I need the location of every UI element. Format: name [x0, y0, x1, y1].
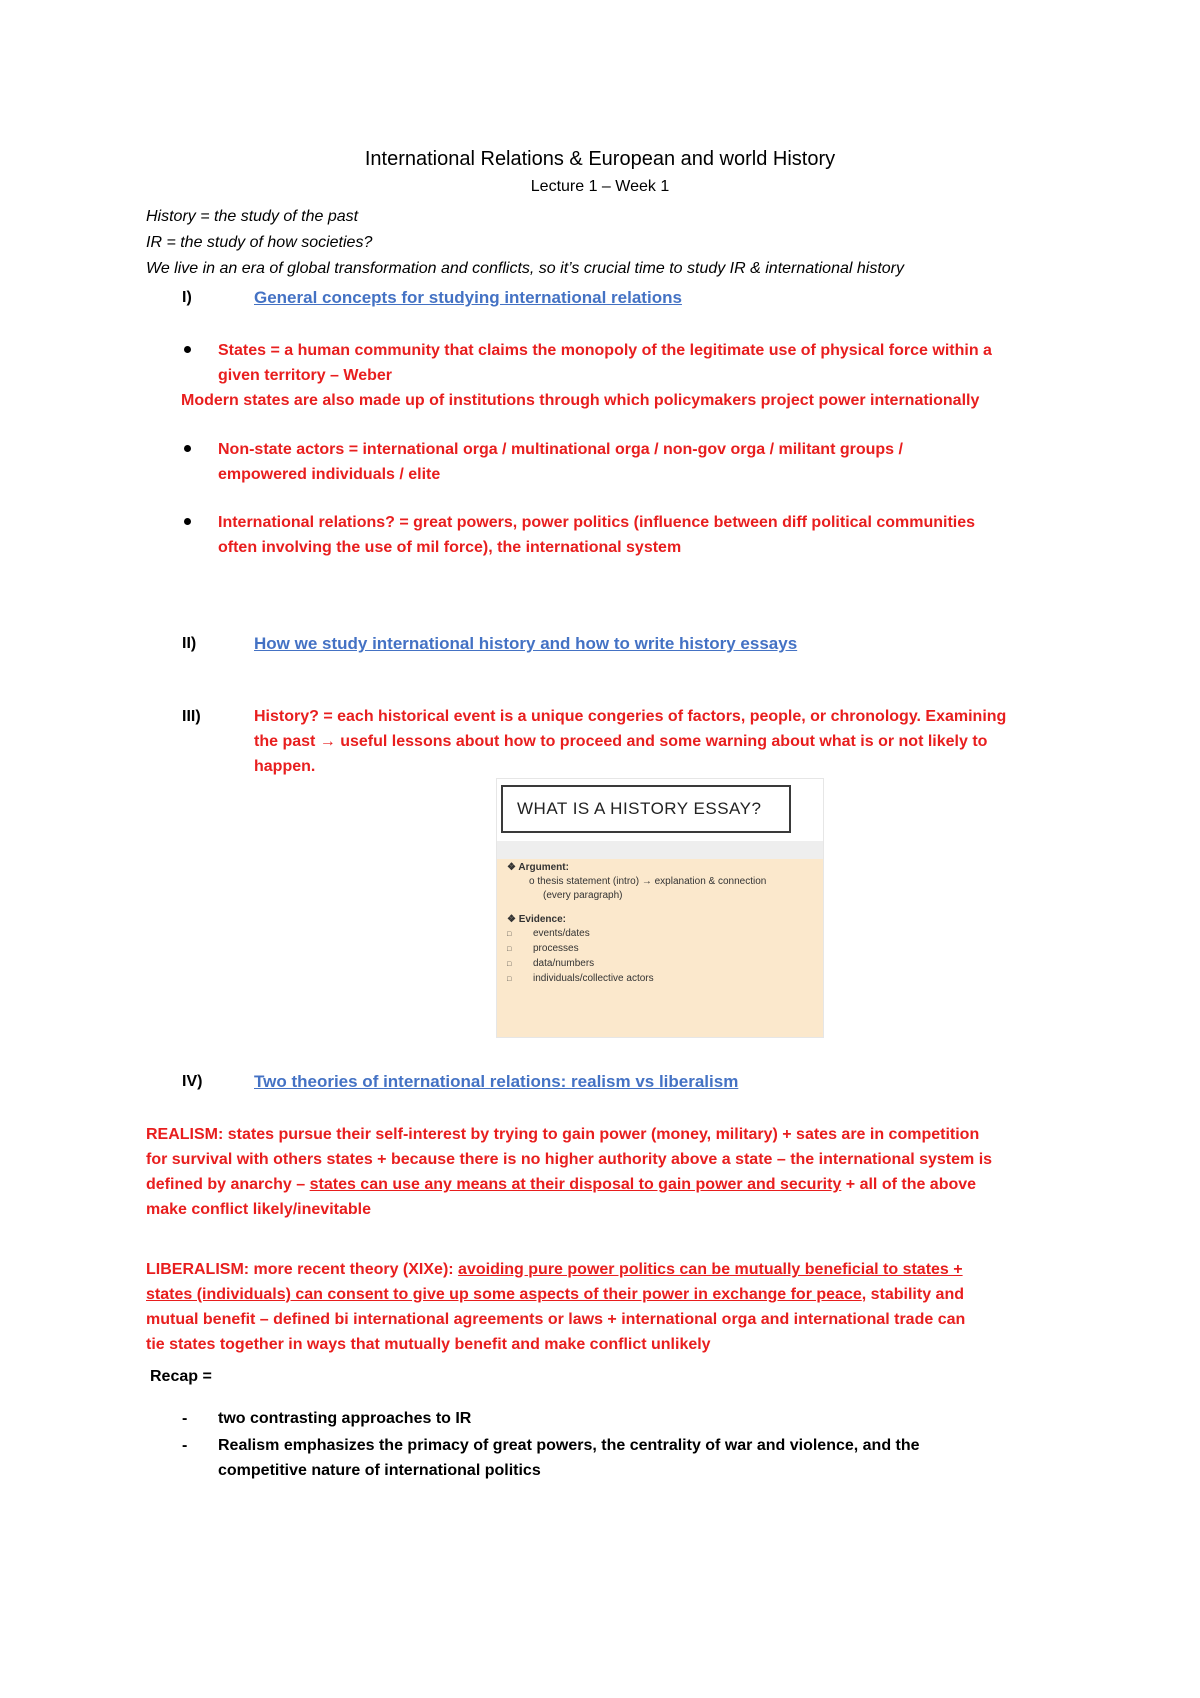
- realism-underlined-phrase: states can use any means at their disposal to gain power and security: [309, 1176, 842, 1193]
- slide-bullet-icon: □: [507, 961, 512, 968]
- liberalism-line1: [146, 1257, 1066, 1282]
- bullet-states: [218, 338, 1068, 388]
- section-3-line2: the past → useful lessons about how to proceed and some warning about what is or not likely to: [254, 733, 988, 750]
- liberalism-line2-end: , stability and: [861, 1286, 964, 1303]
- dash-icon: -: [182, 1437, 188, 1454]
- realism-line4: make conflict likely/inevitable: [146, 1201, 371, 1218]
- section-numeral-1: I): [182, 289, 192, 306]
- slide-argument-item-cont: (every paragraph): [543, 890, 623, 901]
- section-numeral-3: III): [182, 708, 201, 725]
- realism-line2: for survival with others states + because there is no higher authority above a state – the international system is: [146, 1151, 993, 1168]
- recap-item-2: [218, 1433, 1068, 1483]
- liberalism-underlined-phrase-2: states (individuals) can consent to give up some aspects of their power in exchange for peace: [146, 1286, 862, 1303]
- bullet-non-state-line1: Non-state actors = international orga / multinational orga / non-gov orga / militant groups /: [218, 441, 903, 458]
- section-heading-4[interactable]: Two theories of international relations: realism vs liberalism: [254, 1072, 739, 1091]
- section-numeral-2: II): [182, 635, 197, 652]
- section-heading-1[interactable]: General concepts for studying international relations: [254, 288, 682, 307]
- slide-evidence-item: [507, 942, 817, 957]
- section-3-line1: History? = each historical event is a unique congeries of factors, people, or chronology. Examining: [254, 708, 1007, 725]
- bullet-non-state-actors: [218, 437, 1068, 487]
- recap-item-2-line2: competitive nature of international politics: [218, 1462, 541, 1479]
- realism-line1: REALISM: states pursue their self-interest by trying to gain power (money, military) + sates are in competition: [146, 1126, 980, 1143]
- bullet-non-state-line2: empowered individuals / elite: [218, 466, 441, 483]
- recap-item-2-line1: Realism emphasizes the primacy of great powers, the centrality of war and violence, and the: [218, 1437, 920, 1454]
- bullet-icon: [184, 518, 191, 525]
- slide-evidence-text: events/dates: [533, 928, 590, 939]
- bullet-ir-line1: International relations? = great powers, power politics (influence between diff political communities: [218, 514, 976, 531]
- intro-line-history: History = the study of the past: [146, 208, 359, 225]
- intro-line-era: We live in an era of global transformation and conflicts, so it’s crucial time to study IR & international history: [146, 260, 904, 277]
- liberalism-line1-start: LIBERALISM: more recent theory (XIXe):: [146, 1261, 459, 1278]
- slide-evidence-label: ❖ Evidence:: [507, 914, 566, 925]
- document-subtitle: Lecture 1 – Week 1: [530, 178, 670, 195]
- recap-label: Recap =: [150, 1368, 212, 1385]
- slide-evidence-item: [507, 927, 817, 942]
- slide-spacer: [507, 903, 817, 913]
- bullet-states-line1: States = a human community that claims the monopoly of the legitimate use of physical force within a: [218, 342, 992, 359]
- section-numeral-4: IV): [182, 1073, 203, 1090]
- realism-line3: [146, 1172, 1066, 1197]
- realism-paragraph: [146, 1122, 1066, 1222]
- bullet-icon: [184, 346, 191, 353]
- liberalism-line4: tie states together in ways that mutually benefit and make conflict unlikely: [146, 1336, 711, 1353]
- section-heading-2[interactable]: How we study international history and how to write history essays: [254, 634, 798, 653]
- document-title: International Relations & European and world History: [364, 148, 836, 170]
- slide-bullet-icon: □: [507, 931, 512, 938]
- realism-line3-end: + all of the above: [841, 1176, 977, 1193]
- slide-evidence-text: processes: [533, 943, 579, 954]
- history-essay-slide-image: [496, 778, 824, 1038]
- bullet-international-relations: [218, 510, 1068, 560]
- realism-line3-start: defined by anarchy –: [146, 1176, 310, 1193]
- slide-argument-item: o thesis statement (intro) → explanation & connection: [529, 876, 767, 887]
- slide-evidence-text: data/numbers: [533, 958, 595, 969]
- slide-bullet-icon: □: [507, 976, 512, 983]
- liberalism-line2: [146, 1282, 1066, 1307]
- slide-evidence-item: [507, 957, 817, 972]
- liberalism-paragraph: [146, 1257, 1066, 1357]
- liberalism-underlined-phrase-1: avoiding pure power politics can be mutually beneficial to states +: [458, 1261, 963, 1278]
- section-3-history-text: [254, 704, 1084, 779]
- liberalism-line3: mutual benefit – defined bi international agreements or laws + international orga and international trade can: [146, 1311, 966, 1328]
- recap-item-1: two contrasting approaches to IR: [218, 1410, 472, 1427]
- slide-evidence-text: individuals/collective actors: [533, 973, 654, 984]
- slide-bullet-icon: □: [507, 946, 512, 953]
- section-3-line3: happen.: [254, 758, 316, 775]
- bullet-icon: [184, 445, 191, 452]
- slide-title: WHAT IS A HISTORY ESSAY?: [501, 785, 791, 833]
- modern-states-line: Modern states are also made up of institutions through which policymakers project power internationally: [181, 392, 980, 409]
- slide-evidence-item: [507, 972, 817, 987]
- bullet-states-line2: given territory – Weber: [218, 367, 392, 384]
- slide-body: [507, 861, 817, 987]
- dash-icon: -: [182, 1410, 188, 1427]
- intro-line-ir: IR = the study of how societies?: [146, 234, 373, 251]
- slide-divider: [497, 841, 823, 859]
- slide-header: [497, 779, 823, 841]
- bullet-ir-line2: often involving the use of mil force), the international system: [218, 539, 682, 556]
- slide-argument-label: ❖ Argument:: [507, 862, 569, 873]
